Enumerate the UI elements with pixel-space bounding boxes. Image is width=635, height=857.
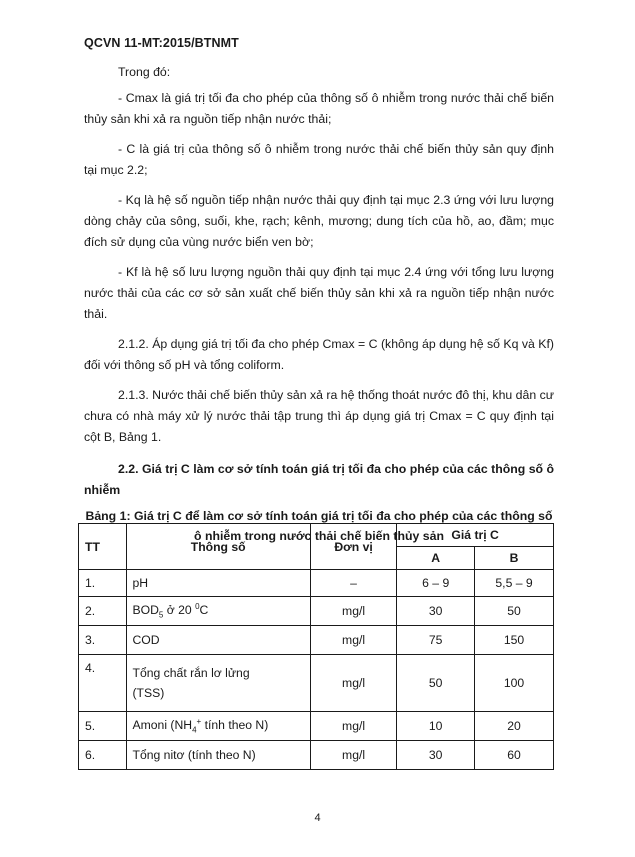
cell-parameter: COD xyxy=(126,626,310,655)
table-row xyxy=(79,570,554,597)
param-text: tính theo N) xyxy=(201,718,269,733)
param-subscript: 5 xyxy=(158,610,164,620)
cell-value-b: 60 xyxy=(475,741,554,770)
section-title-2-2: 2.2. Giá trị C làm cơ sở tính toán giá trị tối đa cho phép của các thông số ô nhiễm xyxy=(84,462,554,497)
cell-value-a: 30 xyxy=(397,741,475,770)
cell-tt: 4. xyxy=(79,655,127,712)
param-text: C xyxy=(199,603,209,618)
table-row xyxy=(79,597,554,626)
cell-value-b: 50 xyxy=(475,597,554,626)
header-unit: Đơn vị xyxy=(310,524,396,570)
paragraph-2-1-3: 2.1.3. Nước thải chế biến thủy sản xả ra hệ thống thoát nước đô thị, khu dân cư chưa có nhà máy xử lý nước thải tập trung thì áp dụng giá trị Cmax = C quy định tại cột B, Bảng 1. xyxy=(84,388,554,444)
cell-parameter: pH xyxy=(126,570,310,597)
table-caption: Bảng 1: Giá trị C để làm cơ sở tính toán giá trị tối đa cho phép của các thông số ô nhiễm trong nước thải chế biến thủy sản xyxy=(85,509,553,543)
cell-unit: mg/l xyxy=(310,655,396,712)
cell-tt: 3. xyxy=(79,626,127,655)
table-header-row xyxy=(79,524,554,547)
table-row xyxy=(79,712,554,741)
cell-value-b: 20 xyxy=(475,712,554,741)
values-table xyxy=(78,523,554,770)
paragraph-kq: - Kq là hệ số nguồn tiếp nhận nước thải quy định tại mục 2.3 ứng với lưu lượng dòng chảy của sông, suối, khe, rạch; kênh, mương; dung tích của hồ, ao, đầm; mục đích sử dụng của vùng nước biển ven bờ; xyxy=(84,193,554,249)
param-superscript: + xyxy=(196,717,202,727)
cell-value-a: 50 xyxy=(397,655,475,712)
cell-value-a: 10 xyxy=(397,712,475,741)
cell-unit: mg/l xyxy=(310,597,396,626)
param-superscript: 0 xyxy=(195,602,200,612)
paragraph-intro: Trong đó: xyxy=(118,65,171,79)
cell-value-a: 30 xyxy=(397,597,475,626)
paragraph-kf: - Kf là hệ số lưu lượng nguồn thải quy định tại mục 2.4 ứng với tổng lưu lượng nước thải của các cơ sở sản xuất chế biến thủy sản khi xả ra nguồn tiếp nhận nước thải. xyxy=(84,265,554,321)
cell-tt: 5. xyxy=(79,712,127,741)
table-row xyxy=(79,655,554,712)
header-parameter: Thông số xyxy=(126,524,310,570)
cell-value-a: 6 – 9 xyxy=(397,570,475,597)
param-text: ở 20 xyxy=(163,603,196,618)
cell-value-a: 75 xyxy=(397,626,475,655)
cell-parameter xyxy=(126,712,310,741)
cell-unit: mg/l xyxy=(310,712,396,741)
cell-unit: mg/l xyxy=(310,741,396,770)
cell-value-b: 100 xyxy=(475,655,554,712)
header-column-a: A xyxy=(397,547,475,570)
param-line-2: (TSS) xyxy=(132,686,165,700)
cell-tt: 1. xyxy=(79,570,127,597)
paragraph-cmax: - Cmax là giá trị tối đa cho phép của thông số ô nhiễm trong nước thải chế biến thủy sản khi xả ra nguồn tiếp nhận nước thải; xyxy=(84,91,554,126)
param-text: Amoni (NH xyxy=(132,718,193,733)
header-tt: TT xyxy=(79,524,127,570)
param-text: BOD xyxy=(132,603,159,618)
param-line-1: Tổng chất rắn lơ lửng xyxy=(132,666,250,680)
cell-parameter xyxy=(126,597,310,626)
cell-unit: mg/l xyxy=(310,626,396,655)
body-text xyxy=(84,62,554,546)
cell-value-b: 5,5 – 9 xyxy=(475,570,554,597)
cell-value-b: 150 xyxy=(475,626,554,655)
header-value-c: Giá trị C xyxy=(397,524,554,547)
cell-tt: 6. xyxy=(79,741,127,770)
regulation-code-header: QCVN 11-MT:2015/BTNMT xyxy=(84,36,239,50)
param-subscript: 4 xyxy=(192,725,197,735)
header-column-b: B xyxy=(475,547,554,570)
paragraph-c: - C là giá trị của thông số ô nhiễm trong nước thải chế biến thủy sản quy định tại mục 2.2; xyxy=(84,142,554,177)
cell-parameter xyxy=(126,655,310,712)
table-row xyxy=(79,626,554,655)
paragraph-2-1-2: 2.1.2. Áp dụng giá trị tối đa cho phép Cmax = C (không áp dụng hệ số Kq và Kf) đối với thông số pH và tổng coliform. xyxy=(84,337,554,372)
cell-unit: – xyxy=(310,570,396,597)
cell-tt: 2. xyxy=(79,597,127,626)
page-number: 4 xyxy=(314,812,321,824)
table-row xyxy=(79,741,554,770)
cell-parameter: Tổng nitơ (tính theo N) xyxy=(126,741,310,770)
